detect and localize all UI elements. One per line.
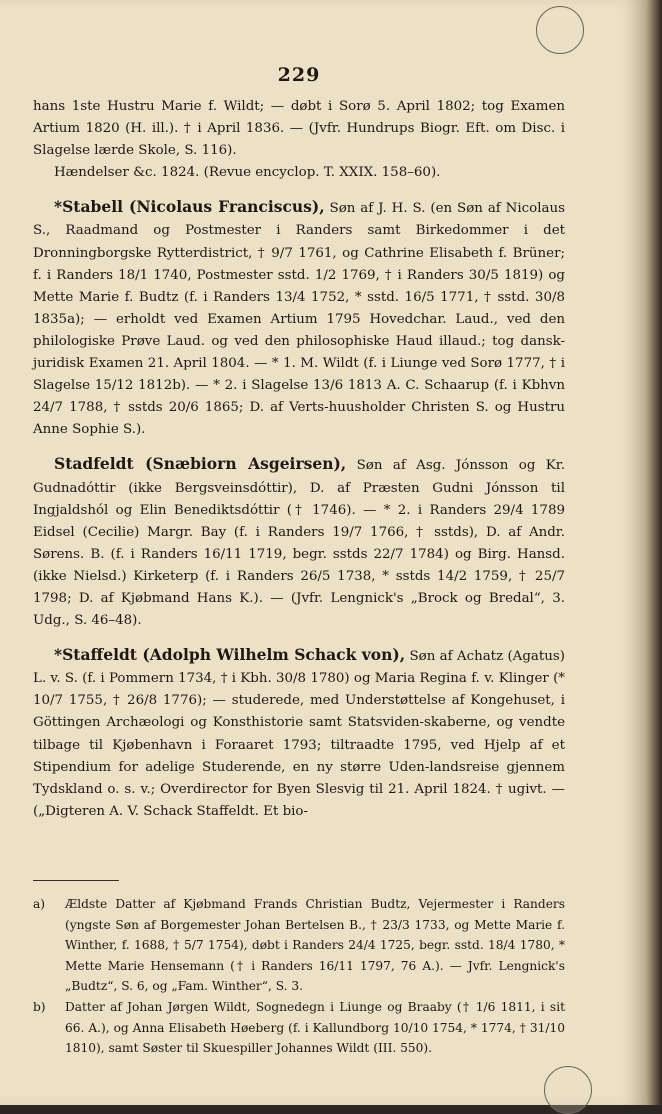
- entry-head: *Stabell (Nicolaus Franciscus),: [54, 197, 325, 217]
- entry-staffeldt: *Staffeldt (Adolph Wilhelm Schack von), Søn af Achatz (Agatus) L. v. S. (f. i Pommern 1734, † i Kbh. 30/8 1780) og Maria Regina f. v. Klinger (* 10/7 1755, † 26/8 1776); — studerede, med Understøttelse af Kongehuset, i Göttingen Archæologi og Konsthistorie samt Statsviden-skaberne, og vendte tilbage til Kjøbenhavn i Foraaret 1793; tiltraadte 1795, ved Hjelp af et Stipendium for adelige Studerende, en ny større Uden-landsreise gjennem Tydskland o. s. v.; Overdirector for Byen Slesvig til 21. April 1824. † ugivt. — („Digteren A. V. Schack Staffeldt. Et bio-: [33, 645, 565, 819]
- footnote-a: a) Ældste Datter af Kjøbmand Frands Christian Budtz, Vejermester i Randers (yngste Søn af Borgemester Johan Bertelsen B., † 23/3 1733, og Mette Marie f. Winther, f. 1688, † 5/7 1754), døbt i Randers 24/4 1725, begr. sstd. 18/4 1780, * Mette Marie Hensemann († i Randers 16/11 1797, 76 A.). — Jvfr. Lengnick's „Budtz“, S. 6, og „Fam. Winther“, S. 3.: [33, 897, 565, 994]
- page-edge: [646, 0, 662, 1105]
- footnotes: [33, 894, 565, 1059]
- entry-note-line: Hændelser &c. 1824. (Revue encyclop. T. XXIX. 158–60).: [54, 165, 441, 181]
- library-stamp-bottom: [544, 1066, 592, 1114]
- entry-head: Stadfeldt (Snæbiorn Asgeirsen),: [54, 454, 347, 474]
- entry-continuation: hans 1ste Hustru Marie f. Wildt; — døbt i Sorø 5. April 1802; tog Examen Artium 1820 (H. ill.). † i April 1836. — (Jvfr. Hundrups Biogr. Eft. om Disc. i Slagelse lærde Skole, S. 116).: [33, 99, 565, 159]
- entry-stadfeldt: Stadfeldt (Snæbiorn Asgeirsen), Søn af Asg. Jónsson og Kr. Gudnadóttir (ikke Bergsveinsdóttir), D. af Præsten Gudni Jónsson til Ingjaldshól og Elin Benediktsdóttir († 1746). — * 2. i Randers 29/4 1789 Eidsel (Cecilie) Margr. Bay (f. i Randers 19/7 1766, † sstds), D. af Andr. Sørens. B. (f. i Randers 16/11 1719, begr. sstds 22/7 1784) og Birg. Hansd. (ikke Nielsd.) Kirketerp (f. i Randers 26/5 1738, * sstds 14/2 1759, † 25/7 1798; D. af Kjøbmand Hans K.). — (Jvfr. Lengnick's „Brock og Bredal“, 3. Udg., S. 46–48).: [33, 454, 565, 629]
- entry-stabell: *Stabell (Nicolaus Franciscus), Søn af J. H. S. (en Søn af Nicolaus S., Raadmand og Postmester i Randers samt Birkedommer i det Dronningborgske Rytterdistrict, † 9/7 1761, og Cathrine Elisabeth f. Brüner; f. i Randers 18/1 1740, Postmester sstd. 1/2 1769, † i Randers 30/5 1819) og Mette Marie f. Budtz (f. i Randers 13/4 1752, * sstd. 16/5 1771, † sstd. 30/8 1835a); — erholdt ved Examen Artium 1795 Hovedchar. Laud., ved den philologiske Prøve Laud. og ved den philosophiske Haud illaud.; tog dansk-juridisk Examen 21. April 1804. — * 1. M. Wildt (f. i Liunge ved Sorø 1777, † i Slagelse 15/12 1812b). — * 2. i Slagelse 13/6 1813 A. C. Schaarup (f. i Kbhvn 24/7 1788, † sstds 20/6 1865; D. af Verts-huusholder Christen S. og Hustru Anne Sophie S.).: [33, 197, 565, 438]
- page-number: 229: [277, 64, 321, 86]
- footnote-rule: [33, 880, 119, 881]
- entries: [33, 96, 565, 823]
- footnote-b: b) Datter af Johan Jørgen Wildt, Sognedegn i Liunge og Braaby († 1/6 1811, i sit 66. A.), og Anna Elisabeth Høeberg (f. i Kallundborg 10/10 1754, * 1774, † 31/10 1810), samt Søster til Skuespiller Johannes Wildt (III. 550).: [33, 999, 565, 1056]
- library-stamp-top: [536, 6, 584, 54]
- entry-head: *Staffeldt (Adolph Wilhelm Schack von),: [54, 645, 406, 665]
